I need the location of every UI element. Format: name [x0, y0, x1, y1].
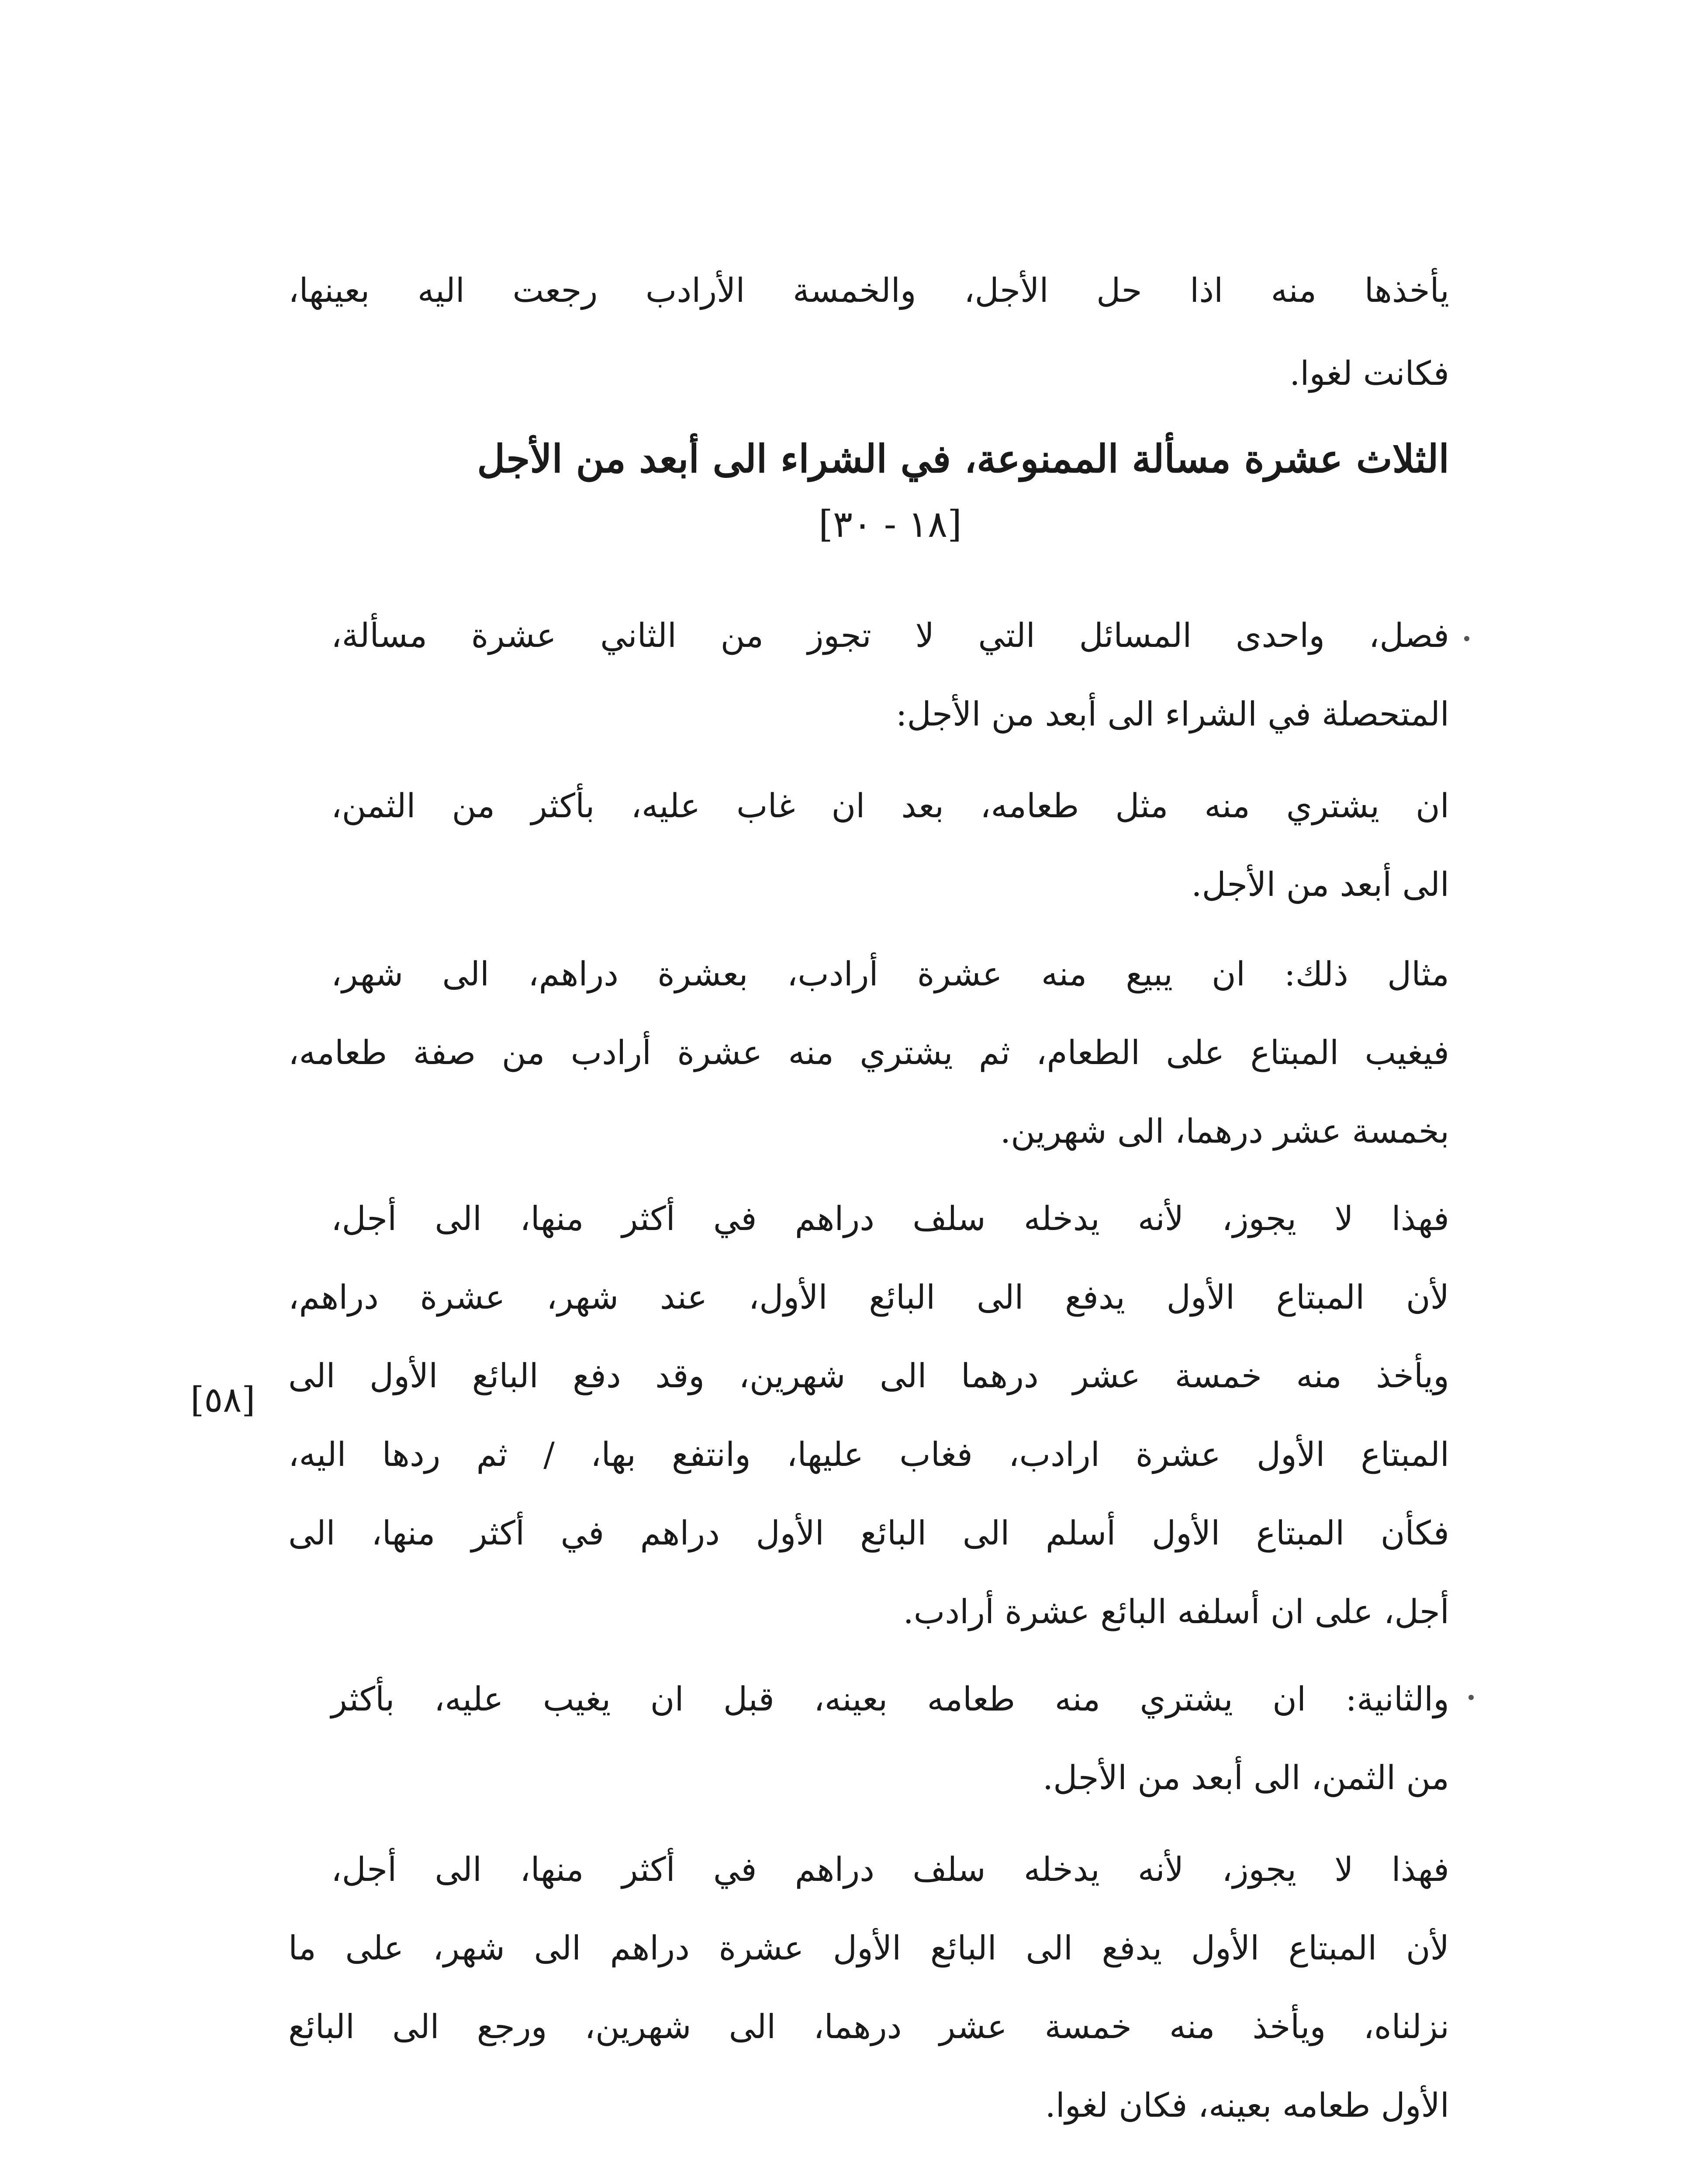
text-line: المتحصلة في الشراء الى أبعد من الأجل: [895, 695, 1449, 733]
margin-reference: [٥٨] [190, 1379, 256, 1420]
text-line: الأول طعامه بعينه، فكان لغوا. [1045, 2086, 1449, 2125]
text-line: نزلناه، ويأخذ منه خمسة عشر درهما، الى شهرين، ورجع الى البائع [288, 2007, 1450, 2046]
bullet-icon [1468, 1695, 1474, 1700]
section-heading: الثلاث عشرة مسألة الممنوعة، في الشراء الى أبعد من الأجل [477, 436, 1449, 481]
text-line: والثانية: ان يشتري منه طعامه بعينه، قبل ان يغيب عليه، بأكثر [331, 1679, 1450, 1718]
text-line: فهذا لا يجوز، لأنه يدخله سلف دراهم في أكثر منها، الى أجل، [331, 1850, 1449, 1889]
section-range: [١٨ - ٣٠] [819, 503, 962, 546]
text-line: لأن المبتاع الأول يدفع الى البائع الأول عشرة دراهم الى شهر، على ما [288, 1928, 1449, 1967]
text-line: فهذا لا يجوز، لأنه يدخله سلف دراهم في أكثر منها، الى أجل، [331, 1199, 1449, 1238]
text-line: فكأن المبتاع الأول أسلم الى البائع الأول دراهم في أكثر منها، الى [288, 1514, 1449, 1552]
text-line: من الثمن، الى أبعد من الأجل. [1042, 1758, 1449, 1797]
text-line: ان يشتري منه مثل طعامه، بعد ان غاب عليه، بأكثر من الثمن، [331, 786, 1449, 825]
text-line: مثال ذلك: ان يبيع منه عشرة أرادب، بعشرة دراهم، الى شهر، [331, 954, 1449, 993]
text-line: لأن المبتاع الأول يدفع الى البائع الأول، عند شهر، عشرة دراهم، [288, 1278, 1449, 1317]
text-line: أجل، على ان أسلفه البائع عشرة أرادب. [903, 1592, 1449, 1631]
text-line: المبتاع الأول عشرة ارادب، فغاب عليها، وانتفع بها، / ثم ردها اليه، [288, 1435, 1449, 1474]
text-line: يأخذها منه اذا حل الأجل، والخمسة الأرادب رجعت اليه بعينها، [288, 271, 1449, 310]
bullet-icon [1464, 636, 1469, 641]
text-line: ويأخذ منه خمسة عشر درهما الى شهرين، وقد دفع البائع الأول الى [288, 1356, 1449, 1395]
text-line: فيغيب المبتاع على الطعام، ثم يشتري منه عشرة أرادب من صفة طعامه، [288, 1033, 1449, 1072]
text-line: بخمسة عشر درهما، الى شهرين. [1000, 1112, 1449, 1151]
text-line: الى أبعد من الأجل. [1191, 865, 1449, 904]
text-line: فكانت لغوا. [1289, 354, 1449, 393]
text-line: فصل، واحدى المسائل التي لا تجوز من الثاني عشرة مسألة، [331, 616, 1449, 655]
